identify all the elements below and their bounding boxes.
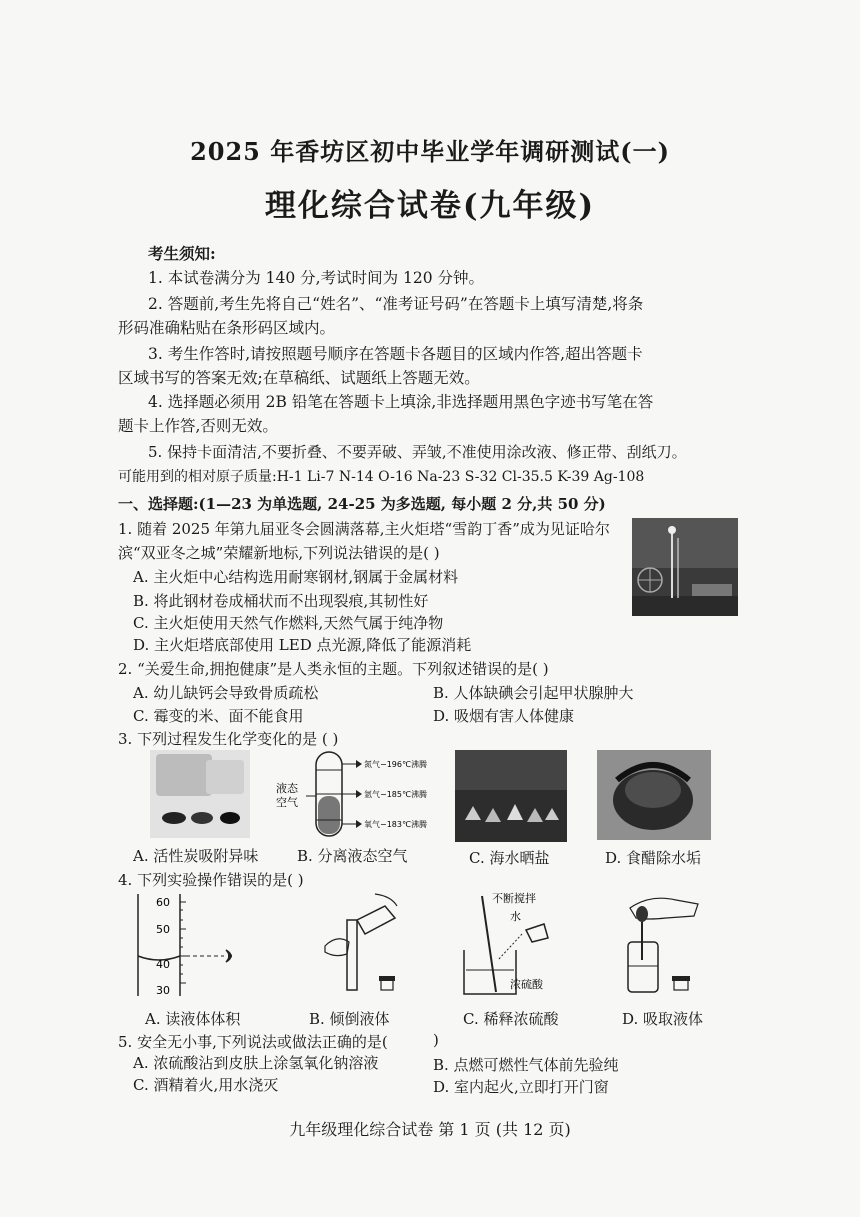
q4-option-d: D. 吸取液体: [622, 1010, 704, 1028]
pouring-liquid-figure: [305, 890, 405, 1002]
q5-option-d: D. 室内起火,立即打开门窗: [433, 1078, 609, 1096]
tick-30: 30: [156, 984, 170, 997]
q3-option-c: C. 海水晒盐: [469, 849, 550, 867]
atomic-masses: 可能用到的相对原子质量:H-1 Li-7 N-14 O-16 Na-23 S-32 Cl-35.5 K-39 Ag-108: [118, 469, 645, 485]
notice-item-4-cont: 题卡上作答,否则无效。: [118, 417, 278, 435]
q3-option-b: B. 分离液态空气: [297, 847, 408, 865]
notice-item-2-cont: 形码准确粘贴在条形码区域内。: [118, 319, 336, 337]
q1-stem-cont: 滨“双亚冬之城”荣耀新地标,下列说法错误的是( ): [118, 544, 440, 562]
q2-option-c: C. 霉变的米、面不能食用: [133, 707, 304, 725]
notice-item-1: 1. 本试卷满分为 140 分,考试时间为 120 分钟。: [148, 269, 485, 287]
q5-option-a: A. 浓硫酸沾到皮肤上涂氢氧化钠溶液: [133, 1054, 379, 1072]
q3-option-a: A. 活性炭吸附异味: [133, 847, 259, 865]
notice-item-4: 4. 选择题必须用 2B 铅笔在答题卡上填涂,非选择题用黑色字迹书写笔在答: [148, 393, 654, 411]
q3-option-d: D. 食醋除水垢: [605, 849, 702, 867]
q2-option-a: A. 幼儿缺钙会导致骨质疏松: [133, 684, 319, 702]
q2-option-b: B. 人体缺碘会引起甲状腺肿大: [433, 684, 634, 702]
q1-option-a: A. 主火炬中心结构选用耐寒钢材,钢属于金属材料: [133, 568, 459, 586]
q5-stem: 5. 安全无小事,下列说法或做法正确的是(: [118, 1033, 388, 1051]
label-air: 空气: [276, 796, 298, 809]
q1-option-b: B. 将此钢材卷成桶状而不出现裂痕,其韧性好: [133, 592, 429, 610]
torch-tower-photo: [632, 518, 738, 616]
label-acid: 浓硫酸: [510, 978, 543, 991]
exam-title: 2025 年香坊区初中毕业学年调研测试(一): [190, 137, 670, 166]
q2-stem: 2. “关爱生命,拥抱健康”是人类永恒的主题。下列叙述错误的是( ): [118, 660, 549, 678]
q5-stem-end: ): [433, 1031, 439, 1049]
kettle-descaling-photo: [597, 750, 711, 840]
sea-salt-photo: [455, 750, 567, 842]
label-argon: 氩气−185℃沸腾: [364, 790, 427, 799]
paper-title: 理化综合试卷(九年级): [264, 188, 596, 224]
q4-option-c: C. 稀释浓硫酸: [463, 1010, 559, 1028]
notice-item-3: 3. 考生作答时,请按照题号顺序在答题卡各题目的区域内作答,超出答题卡: [148, 345, 643, 363]
graduated-cylinder-figure: [128, 890, 246, 1000]
label-oxygen: 氧气−183℃沸腾: [364, 820, 427, 829]
notice-heading: 考生须知:: [148, 244, 216, 263]
tick-60: 60: [156, 896, 170, 909]
notice-item-3-cont: 区域书写的答案无效;在草稿纸、试题纸上答题无效。: [118, 369, 480, 387]
q4-stem: 4. 下列实验操作错误的是( ): [118, 871, 304, 889]
liquid-air-diagram: [272, 748, 440, 840]
label-water: 水: [510, 910, 521, 923]
q4-option-a: A. 读液体体积: [145, 1010, 241, 1028]
q2-option-d: D. 吸烟有害人体健康: [433, 707, 575, 725]
q1-option-d: D. 主火炬塔底部使用 LED 点光源,降低了能源消耗: [133, 636, 472, 654]
tick-50: 50: [156, 923, 170, 936]
label-nitrogen: 氮气−196℃沸腾: [364, 760, 427, 769]
page-footer: 九年级理化综合试卷 第 1 页 (共 12 页): [289, 1120, 571, 1139]
label-stir: 不断搅拌: [492, 892, 536, 905]
notice-item-5: 5. 保持卡面清洁,不要折叠、不要弄破、弄皱,不准使用涂改液、修正带、刮纸刀。: [148, 443, 687, 461]
dilute-acid-figure: [452, 890, 570, 1000]
activated-carbon-photo: [150, 750, 250, 838]
q4-option-b: B. 倾倒液体: [309, 1010, 390, 1028]
label-liquid: 液态: [276, 782, 298, 795]
tick-40: 40: [156, 958, 170, 971]
q5-option-b: B. 点燃可燃性气体前先验纯: [433, 1056, 619, 1074]
notice-item-2: 2. 答题前,考生先将自己“姓名”、“准考证号码”在答题卡上填写清楚,将条: [148, 295, 644, 313]
q3-stem: 3. 下列过程发生化学变化的是 ( ): [118, 730, 339, 748]
q5-option-c: C. 酒精着火,用水浇灭: [133, 1076, 279, 1094]
q1-stem: 1. 随着 2025 年第九届亚冬会圆满落幕,主火炬塔“雪韵丁香”成为见证哈尔: [118, 520, 610, 538]
section-heading: 一、选择题:(1—23 为单选题, 24-25 为多选题, 每小题 2 分,共 50 分): [118, 495, 606, 513]
q1-option-c: C. 主火炬使用天然气作燃料,天然气属于纯净物: [133, 614, 444, 632]
dropper-figure: [614, 890, 714, 1002]
